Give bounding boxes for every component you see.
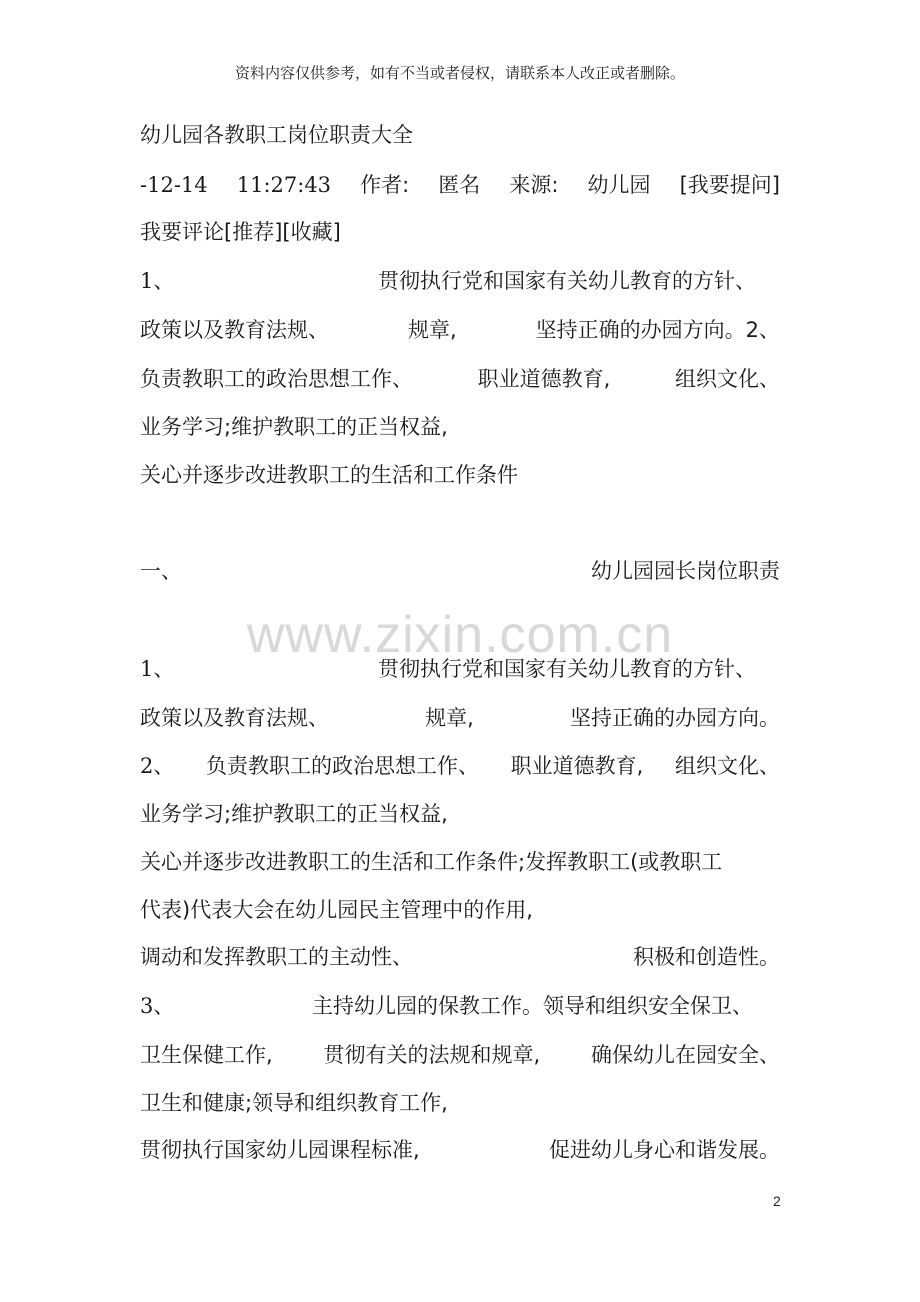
intro-text-1: 贯彻执行党和国家有关幼儿教育的方针、 bbox=[378, 269, 756, 293]
meta-time: 11:27:43 bbox=[236, 173, 332, 197]
body-text-8b: 主持幼儿园的保教工作。领导和组织安全保卫、 bbox=[312, 994, 753, 1018]
recommend-link[interactable]: [推荐] bbox=[224, 220, 283, 244]
page-number: 2 bbox=[773, 1193, 781, 1209]
intro-text-3c: 组织文化、 bbox=[675, 367, 780, 391]
body-line-10: 卫生和健康;领导和组织教育工作, bbox=[140, 1091, 448, 1115]
intro-text-3b: 职业道德教育, bbox=[477, 367, 611, 391]
body-text-3d: 组织文化、 bbox=[674, 754, 780, 778]
body-text-9c: 确保幼儿在园安全、 bbox=[591, 1043, 780, 1067]
section-heading bbox=[140, 556, 780, 586]
body-line-3 bbox=[140, 751, 780, 781]
meta-source: 幼儿园 bbox=[587, 173, 651, 197]
intro-line-5: 关心并逐步改进教职工的生活和工作条件 bbox=[140, 463, 518, 487]
body-text-7a: 调动和发挥教职工的主动性、 bbox=[140, 945, 413, 969]
watermark: www.zixin.com.cn bbox=[246, 606, 674, 664]
comment-link[interactable]: 我要评论 bbox=[140, 220, 224, 244]
body-text-11b: 促进幼儿身心和谐发展。 bbox=[549, 1138, 780, 1162]
body-line-11 bbox=[140, 1135, 780, 1165]
meta-author: 匿名 bbox=[438, 173, 481, 197]
body-number-1: 1、 bbox=[140, 657, 175, 681]
intro-line-3 bbox=[140, 364, 780, 394]
document-title: 幼儿园各教职工岗位职责大全 bbox=[140, 123, 413, 147]
body-text-7b: 积极和创造性。 bbox=[633, 945, 780, 969]
body-line-1 bbox=[140, 654, 780, 684]
body-line-2 bbox=[140, 703, 780, 733]
ask-question-link[interactable]: [我要提问] bbox=[679, 173, 780, 197]
body-line-6: 代表)代表大会在幼儿园民主管理中的作用, bbox=[140, 898, 533, 922]
body-line-7 bbox=[140, 942, 780, 972]
meta-author-label: 作者: bbox=[360, 173, 410, 197]
body-text-2a: 政策以及教育法规、 bbox=[140, 706, 329, 730]
body-text-2c: 坚持正确的办园方向。 bbox=[570, 706, 780, 730]
favorite-link[interactable]: [收藏] bbox=[282, 220, 341, 244]
body-text-11a: 贯彻执行国家幼儿园课程标准, bbox=[140, 1138, 420, 1162]
meta-actions bbox=[140, 217, 780, 247]
intro-number-1: 1、 bbox=[140, 269, 175, 293]
body-number-3: 3、 bbox=[140, 994, 175, 1018]
body-text-2b: 规章, bbox=[425, 706, 474, 730]
intro-text-2b: 规章, bbox=[407, 318, 457, 342]
intro-text-3a: 负责教职工的政治思想工作、 bbox=[140, 367, 413, 391]
intro-line-2 bbox=[140, 315, 780, 345]
body-text-3c: 职业道德教育, bbox=[510, 754, 644, 778]
body-number-2: 2、 bbox=[140, 754, 175, 778]
body-line-8 bbox=[140, 991, 780, 1021]
page-header-notice: 资料内容仅供参考，如有不当或者侵权，请联系本人改正或者删除。 bbox=[234, 64, 685, 82]
meta-date: -12-14 bbox=[140, 173, 208, 197]
body-text-3b: 负责教职工的政治思想工作、 bbox=[206, 754, 480, 778]
section-number: 一、 bbox=[140, 559, 182, 583]
intro-line-4: 业务学习;维护教职工的正当权益, bbox=[140, 415, 448, 439]
body-line-5: 关心并逐步改进教职工的生活和工作条件;发挥教职工(或教职工 bbox=[140, 850, 723, 874]
body-line-4: 业务学习;维护教职工的正当权益, bbox=[140, 802, 448, 826]
section-title: 幼儿园园长岗位职责 bbox=[591, 559, 780, 583]
meta-source-label: 来源: bbox=[509, 173, 559, 197]
intro-line-1 bbox=[140, 266, 780, 296]
body-text-9a: 卫生保健工作, bbox=[140, 1043, 273, 1067]
intro-text-2c: 坚持正确的办园方向。2、 bbox=[535, 318, 780, 342]
body-text-9b: 贯彻有关的法规和规章, bbox=[323, 1043, 541, 1067]
body-line-9 bbox=[140, 1040, 780, 1070]
intro-text-2a: 政策以及教育法规、 bbox=[140, 318, 329, 342]
body-text-1: 贯彻执行党和国家有关幼儿教育的方针、 bbox=[378, 657, 756, 681]
meta-line bbox=[140, 170, 780, 200]
